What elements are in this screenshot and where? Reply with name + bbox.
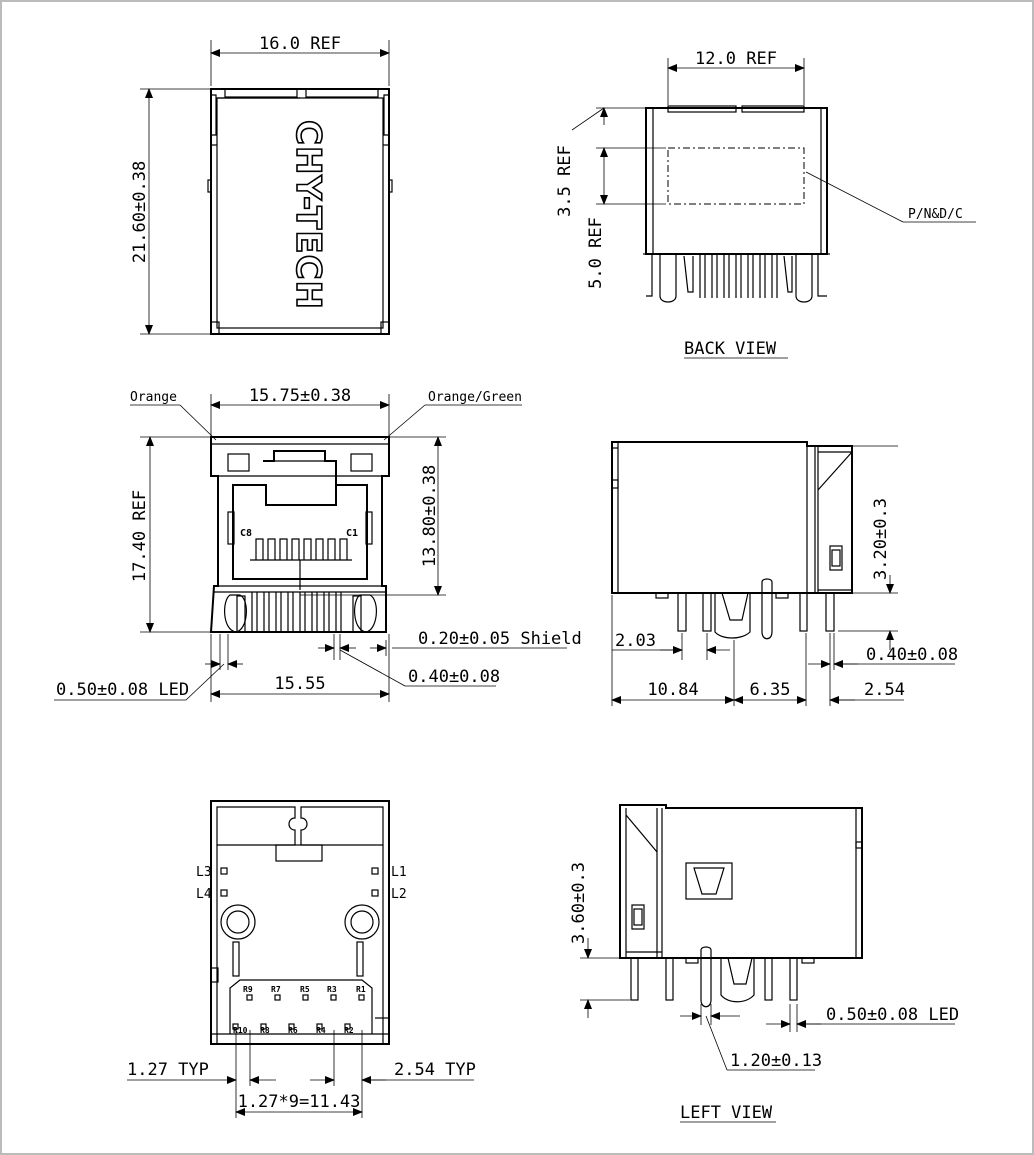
dim-front-pin: 0.40±0.08 [408, 667, 501, 687]
dim-front-led: 0.50±0.08 LED [56, 680, 190, 700]
label-orange-green: Orange/Green [428, 390, 522, 405]
label-l1: L1 [391, 865, 407, 880]
dim-top-height: 21.60±0.38 [130, 160, 150, 264]
dim-front-height-ref: 17.40 REF [130, 489, 150, 583]
dim-top-width: 16.0 REF [259, 34, 341, 54]
label-l2: L2 [391, 887, 407, 902]
dim-side-d3: 6.35 [749, 680, 791, 700]
label-orange: Orange [130, 390, 177, 405]
label-r5: R5 [300, 985, 310, 994]
top-view [130, 34, 392, 334]
dim-front-height: 13.80±0.38 [420, 464, 440, 568]
dim-front-width: 15.75±0.38 [248, 386, 352, 406]
dim-bottom-typ1: 1.27 TYP [127, 1060, 209, 1080]
dim-side-pin: 0.40±0.08 [866, 645, 959, 665]
left-view-title: LEFT VIEW [680, 1103, 773, 1123]
label-c8: C8 [240, 528, 253, 539]
label-r3: R3 [327, 985, 337, 994]
dim-bottom-typ2: 2.54 TYP [394, 1060, 476, 1080]
bottom-view [127, 801, 476, 1118]
label-r6: R6 [288, 1026, 298, 1035]
dim-front-pin-span: 15.55 [274, 674, 326, 694]
dim-bottom-span: 1.27*9=11.43 [237, 1092, 361, 1112]
label-r4: R4 [316, 1026, 326, 1035]
dim-front-shield: 0.20±0.05 Shield [418, 629, 582, 649]
dim-side-h: 3.20±0.3 [871, 498, 891, 580]
dim-back-width: 12.0 REF [695, 49, 777, 69]
dim-back-h2: 5.0 REF [586, 217, 606, 289]
label-l4: L4 [196, 887, 212, 902]
dim-side-d2: 10.84 [647, 680, 699, 700]
chy-tech-logo: CHY-TECH [288, 120, 328, 310]
front-view [54, 386, 582, 702]
dim-side-d4: 2.54 [864, 680, 905, 700]
label-c1: C1 [346, 528, 359, 539]
label-r8: R8 [260, 1026, 270, 1035]
label-l3: L3 [196, 865, 212, 880]
left-view [569, 805, 959, 1123]
label-r2: R2 [344, 1026, 354, 1035]
dim-back-h1: 3.5 REF [555, 145, 575, 217]
dim-side-d1: 2.03 [615, 631, 656, 651]
dim-left-h: 3.60±0.3 [569, 862, 589, 944]
dim-left-pin: 1.20±0.13 [730, 1051, 823, 1071]
back-view-title: BACK VIEW [684, 339, 777, 359]
label-r1: R1 [356, 985, 366, 994]
label-r7: R7 [271, 985, 281, 994]
dim-left-led: 0.50±0.08 LED [826, 1005, 960, 1025]
back-view [555, 49, 976, 359]
label-pn-dc: P/N&D/C [908, 207, 963, 222]
label-r9: R9 [243, 985, 253, 994]
side-view [612, 442, 958, 706]
label-r10: R10 [233, 1026, 248, 1035]
